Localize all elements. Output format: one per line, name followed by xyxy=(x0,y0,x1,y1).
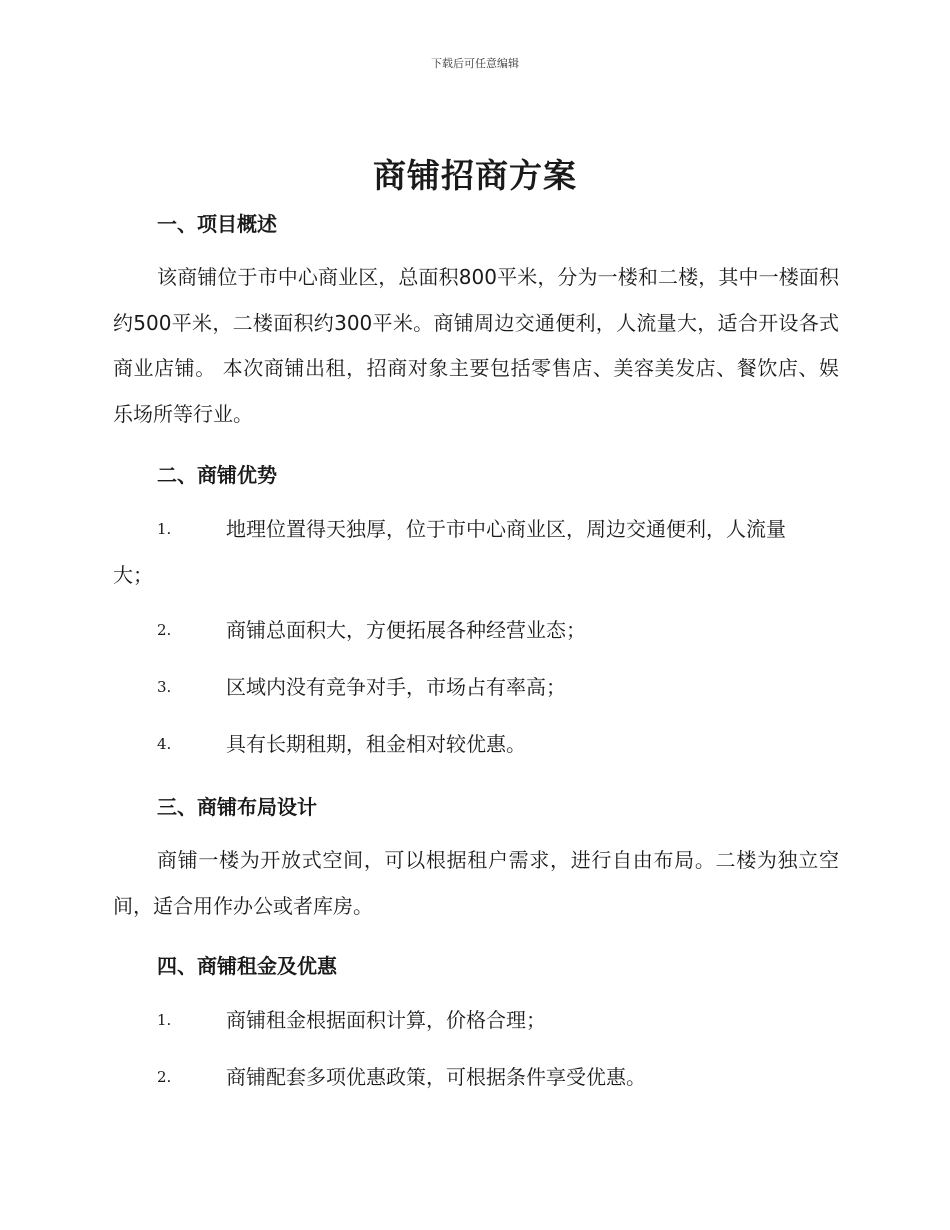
list-number: 2. xyxy=(157,1068,172,1086)
section-heading-rent: 四、商铺租金及优惠 xyxy=(157,954,337,978)
list-item xyxy=(113,1055,839,1101)
list-text: 商铺配套多项优惠政策，可根据条件享受优惠。 xyxy=(226,1065,646,1089)
list-item xyxy=(113,665,839,711)
list-text: 具有长期租期，租金相对较优惠。 xyxy=(226,732,526,756)
header-note: 下载后可任意编辑 xyxy=(431,57,519,70)
list-text-continued: 大； xyxy=(113,562,153,587)
list-number: 2. xyxy=(157,621,172,639)
list-number: 1. xyxy=(157,1011,172,1029)
list-item xyxy=(113,608,839,654)
document-title: 商铺招商方案 xyxy=(373,156,577,195)
list-text: 地理位置得天独厚，位于市中心商业区，周边交通便利，人流量 xyxy=(226,517,786,541)
section-heading-advantages: 二、商铺优势 xyxy=(157,463,277,487)
list-text: 商铺租金根据面积计算，价格合理； xyxy=(226,1008,546,1032)
list-text: 商铺总面积大，方便拓展各种经营业态； xyxy=(226,618,586,642)
overview-paragraph: 该商铺位于市中心商业区，总面积800平米，分为一楼和二楼，其中一楼面积约500平米，二楼面积约300平米。商铺周边交通便利，人流量大，适合开设各式商业店铺。 本次商铺出租，招商对象主要包括零售店、美容美发店、餐饮店、娱乐场所等行业。 xyxy=(113,265,839,426)
list-item xyxy=(113,507,839,598)
layout-paragraph: 商铺一楼为开放式空间，可以根据租户需求，进行自由布局。二楼为独立空间，适合用作办公或者库房。 xyxy=(113,848,839,918)
list-item xyxy=(113,722,839,768)
section-heading-overview: 一、项目概述 xyxy=(157,212,277,236)
list-number: 1. xyxy=(157,520,172,538)
list-text: 区域内没有竞争对手，市场占有率高； xyxy=(226,675,566,699)
list-item xyxy=(113,998,839,1044)
list-number: 4. xyxy=(157,735,172,753)
list-number: 3. xyxy=(157,678,172,696)
section-heading-layout: 三、商铺布局设计 xyxy=(157,795,317,819)
